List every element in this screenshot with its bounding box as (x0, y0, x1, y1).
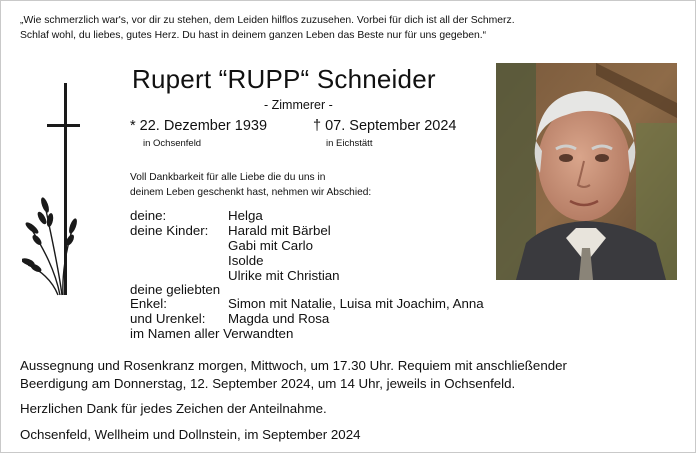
cross-with-wheat-icon (22, 80, 80, 302)
deceased-name: Rupert “RUPP“ Schneider (132, 64, 436, 94)
birth-date: * 22. Dezember 1939 (130, 118, 268, 134)
great-grandchildren-label: und Urenkel: (130, 311, 206, 326)
service-line-1: Aussegnung und Rosenkranz morgen, Mittwoch, um 17.30 Uhr. Requiem mit anschließender (20, 358, 567, 373)
grandchildren-label-line-2: Enkel: (130, 296, 167, 311)
service-line-2: Beerdigung am Donnerstag, 12. September 2024, um 14 Uhr, jeweils in Ochsenfeld. (20, 376, 516, 391)
grandchildren-names: Simon mit Natalie, Luisa mit Joachim, Anna (228, 296, 484, 311)
great-grandchildren-names: Magda und Rosa (228, 311, 330, 326)
signature-line: Ochsenfeld, Wellheim und Dollnstein, im September 2024 (20, 427, 361, 442)
death-date: † 07. September 2024 (313, 118, 457, 134)
relatives-line: im Namen aller Verwandten (130, 326, 294, 341)
spouse-name: Helga (228, 208, 263, 223)
acknowledgement-text: Herzlichen Dank für jedes Zeichen der Anteilnahme. (20, 401, 327, 416)
thanks-line-1: Voll Dankbarkeit für alle Liebe die du uns in (130, 172, 326, 183)
memorial-quote (20, 13, 680, 43)
quote-line-1: „Wie schmerzlich war's, vor dir zu stehen, dem Leiden hilflos zuzusehen. Vorbei für dich ist all der Schmerz. (20, 15, 515, 26)
quote-line-2: Schlaf wohl, du liebes, gutes Herz. Du hast in deinem ganzen Leben das Beste nur für uns gegeben.“ (20, 30, 487, 41)
portrait-photo (496, 63, 677, 280)
grandchildren-label-line-1: deine geliebten (130, 282, 221, 297)
child-entry: Gabi mit Carlo (228, 238, 313, 253)
thanks-text (130, 170, 371, 200)
children-label: deine Kinder: (130, 223, 209, 238)
child-entry: Harald mit Bärbel (228, 223, 331, 238)
spouse-label: deine: (130, 208, 167, 223)
birth-place: in Ochsenfeld (143, 138, 202, 149)
child-entry: Ulrike mit Christian (228, 268, 340, 283)
profession: - Zimmerer - (264, 98, 333, 112)
death-place: in Eichstätt (326, 138, 373, 149)
thanks-line-2: deinem Leben geschenkt hast, nehmen wir Abschied: (130, 187, 372, 198)
child-entry: Isolde (228, 253, 264, 268)
